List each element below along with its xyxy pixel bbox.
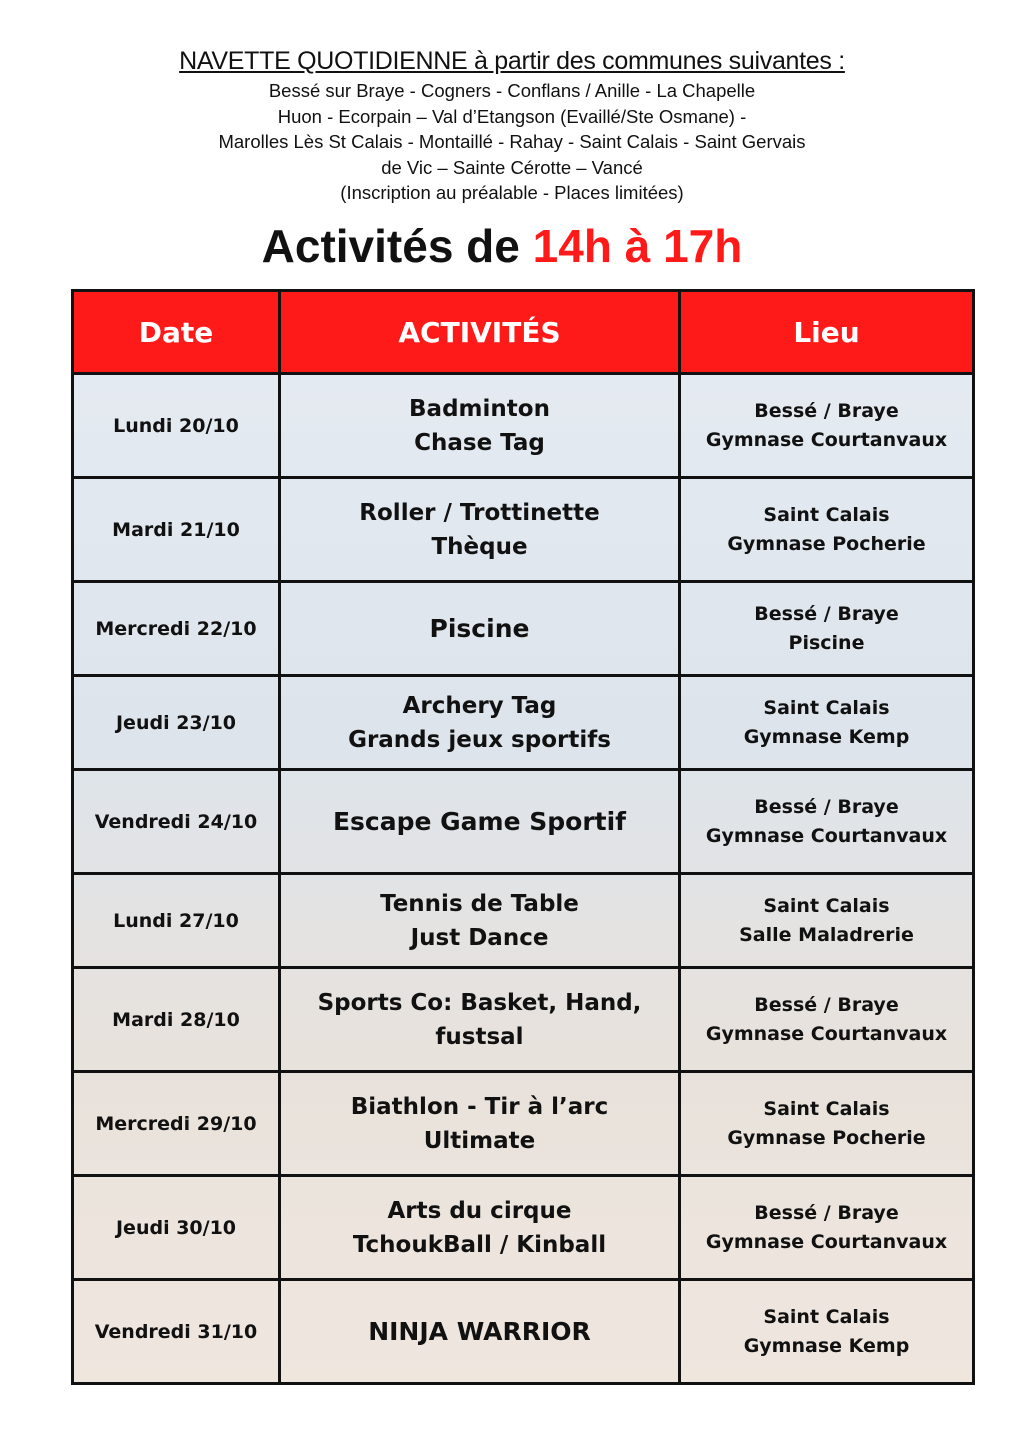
activity-line: Piscine <box>429 613 530 643</box>
header-location: Lieu <box>680 291 974 374</box>
table-row <box>73 968 974 1072</box>
location-town: Saint Calais <box>763 696 890 719</box>
location-venue: Gymnase Courtanvaux <box>705 428 948 451</box>
commune-line: Bessé sur Braye - Cogners - Conflans / Anille - La Chapelle <box>268 80 756 101</box>
title-hours: 14h à 17h <box>532 220 743 272</box>
location-town: Bessé / Braye <box>754 602 899 625</box>
activities-table <box>71 289 975 1385</box>
activity-line: TchoukBall / Kinball <box>352 1231 607 1258</box>
location-cell <box>680 1280 974 1384</box>
location-cell <box>680 968 974 1072</box>
table-row <box>73 1176 974 1280</box>
location-venue: Gymnase Kemp <box>743 725 910 748</box>
table-row <box>73 582 974 676</box>
activity-cell <box>280 770 680 874</box>
location-town: Bessé / Braye <box>754 993 899 1016</box>
table-header <box>73 291 974 374</box>
table-row <box>73 676 974 770</box>
location-venue: Salle Maladrerie <box>739 923 914 946</box>
activity-cell <box>280 1176 680 1280</box>
activity-cell <box>280 582 680 676</box>
activity-line: Biathlon - Tir à l’arc <box>350 1093 609 1120</box>
date-cell: Vendredi 24/10 <box>73 770 280 874</box>
location-cell <box>680 676 974 770</box>
commune-line: Huon - Ecorpain – Val d’Etangson (Evaillé/Ste Osmane) - <box>277 105 747 127</box>
activity-line: Badminton <box>409 395 550 422</box>
activity-cell <box>280 968 680 1072</box>
activity-cell <box>280 1072 680 1176</box>
activity-line: Archery Tag <box>402 692 557 719</box>
location-town: Saint Calais <box>763 894 890 917</box>
location-cell <box>680 1072 974 1176</box>
header-activities: ACTIVITÉS <box>280 291 680 374</box>
activity-line: Grands jeux sportifs <box>348 726 611 753</box>
location-cell <box>680 374 974 478</box>
location-cell <box>680 582 974 676</box>
table-row <box>73 374 974 478</box>
location-town: Saint Calais <box>763 503 890 526</box>
activity-line: Chase Tag <box>414 429 545 456</box>
location-town: Bessé / Braye <box>754 399 899 422</box>
location-town: Bessé / Braye <box>754 1201 899 1224</box>
date-cell: Jeudi 30/10 <box>73 1176 280 1280</box>
activity-line: Thèque <box>431 533 528 560</box>
activity-line: Just Dance <box>410 924 549 951</box>
location-cell <box>680 770 974 874</box>
shuttle-info <box>0 44 1024 206</box>
table-row <box>73 478 974 582</box>
activity-cell <box>280 374 680 478</box>
location-town: Saint Calais <box>763 1305 890 1328</box>
table-row <box>73 874 974 968</box>
activity-line: Roller / Trottinette <box>359 499 600 526</box>
location-venue: Gymnase Kemp <box>743 1334 910 1357</box>
location-venue: Gymnase Pocherie <box>727 532 926 555</box>
commune-line: de Vic – Sainte Cérotte – Vancé <box>381 156 643 178</box>
activity-cell <box>280 676 680 770</box>
title-prefix: Activités de <box>261 220 533 272</box>
activity-line: NINJA WARRIOR <box>368 1316 591 1346</box>
location-venue: Gymnase Courtanvaux <box>705 1230 948 1253</box>
date-cell: Lundi 27/10 <box>73 874 280 968</box>
date-cell: Vendredi 31/10 <box>73 1280 280 1384</box>
date-cell: Mercredi 29/10 <box>73 1072 280 1176</box>
location-venue: Piscine <box>788 631 865 654</box>
activity-line: fustsal <box>435 1023 524 1050</box>
location-venue: Gymnase Pocherie <box>727 1126 926 1149</box>
location-venue: Gymnase Courtanvaux <box>705 1022 948 1045</box>
registration-note: (Inscription au préalable - Places limitées) <box>340 182 684 203</box>
date-cell: Mardi 28/10 <box>73 968 280 1072</box>
date-cell: Lundi 20/10 <box>73 374 280 478</box>
activity-line: Sports Co: Basket, Hand, <box>317 989 642 1016</box>
commune-line: Marolles Lès St Calais - Montaillé - Rahay - Saint Calais - Saint Gervais <box>218 131 806 152</box>
activity-cell <box>280 1280 680 1384</box>
activity-line: Arts du cirque <box>387 1197 572 1224</box>
location-town: Bessé / Braye <box>754 795 899 818</box>
activity-line: Ultimate <box>423 1127 536 1154</box>
activity-cell <box>280 478 680 582</box>
activity-line: Escape Game Sportif <box>332 806 627 836</box>
table-row <box>73 1072 974 1176</box>
date-cell: Mercredi 22/10 <box>73 582 280 676</box>
header-date: Date <box>73 291 280 374</box>
location-cell <box>680 1176 974 1280</box>
location-town: Saint Calais <box>763 1097 890 1120</box>
activity-cell <box>280 874 680 968</box>
activity-line: Tennis de Table <box>380 890 579 917</box>
location-cell <box>680 478 974 582</box>
location-cell <box>680 874 974 968</box>
shuttle-heading: NAVETTE QUOTIDIENNE à partir des communes suivantes : <box>179 47 845 75</box>
table-row <box>73 770 974 874</box>
location-venue: Gymnase Courtanvaux <box>705 824 948 847</box>
date-cell: Mardi 21/10 <box>73 478 280 582</box>
table-row <box>73 1280 974 1384</box>
page-title <box>0 218 1004 274</box>
date-cell: Jeudi 23/10 <box>73 676 280 770</box>
